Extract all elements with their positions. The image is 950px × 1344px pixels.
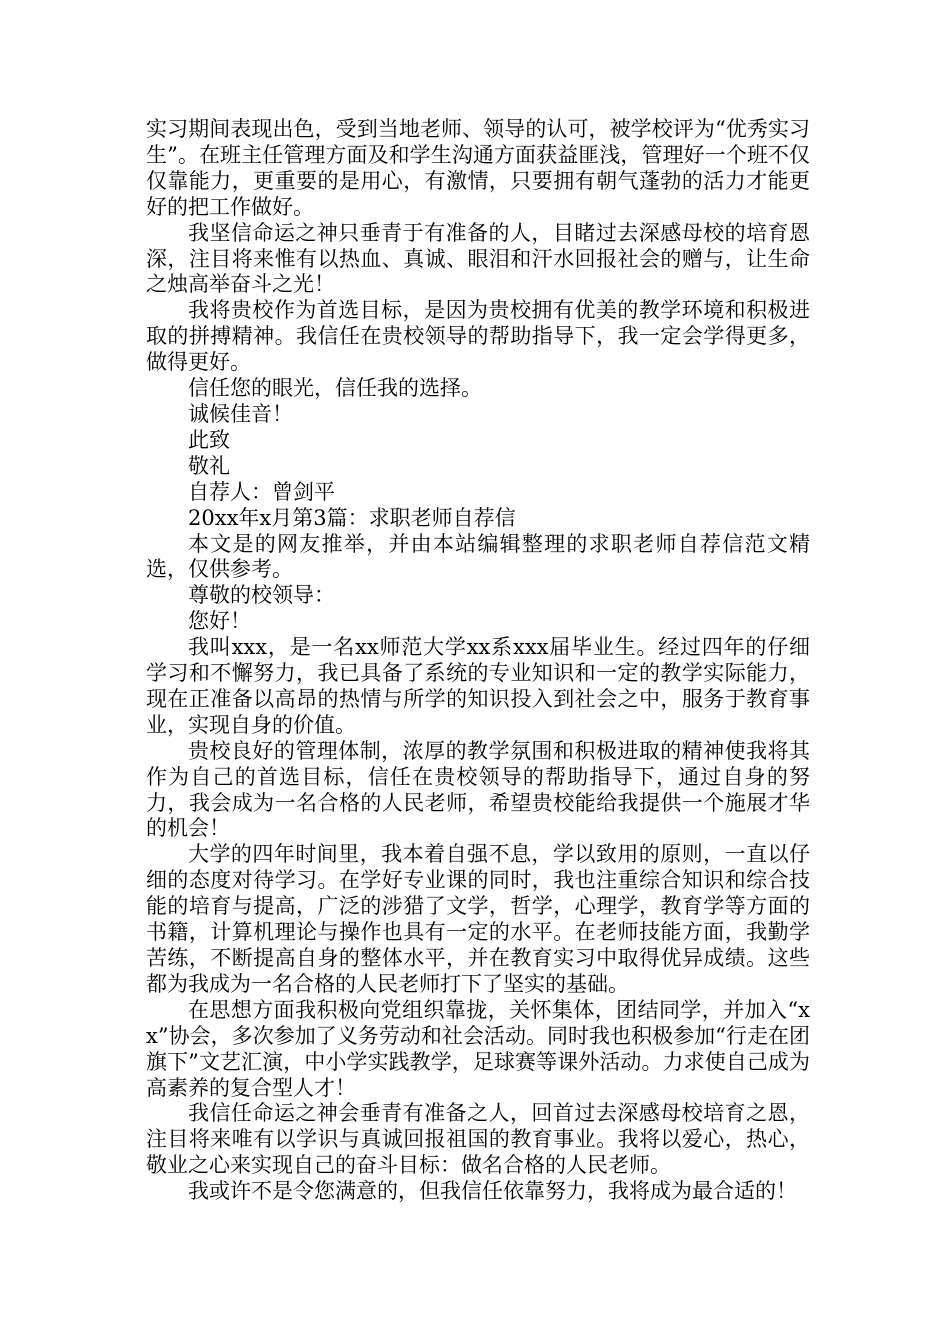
- paragraph-source-note: 本文是的网友推举，并由本站编辑整理的求职老师自荐信范文精选，仅供参考。: [146, 531, 810, 582]
- document-body: [146, 117, 810, 1205]
- paragraph-school-choice: 我将贵校作为首选目标，是因为贵校拥有优美的教学环境和积极进取的拼搏精神。我信任在贵校领导的帮助指导下，我一定会学得更多，做得更好。: [146, 298, 810, 375]
- paragraph-ideology: 在思想方面我积极向党组织靠拢，关怀集体，团结同学，并加入“xx”协会，多次参加了义务劳动和社会活动。同时我也积极参加“行走在团旗下”文艺汇演，中小学实践教学，足球赛等课外活动。力求使自己成为高素养的复合型人才！: [146, 997, 810, 1100]
- paragraph-trust-choice: 信任您的眼光，信任我的选择。: [188, 376, 482, 401]
- paragraph-internship-performance: 实习期间表现出色，受到当地老师、领导的认可，被学校评为“优秀实习生”。在班主任管理方面及和学生沟通方面获益匪浅，管理好一个班不仅仅靠能力，更重要的是用心，有激情，只要拥有朝气蓬勃的活力才能更好的把工作做好。: [146, 117, 810, 219]
- paragraph-await-reply: 诚候佳音！: [188, 401, 293, 426]
- paragraph-introduction: 我叫xxx，是一名xx师范大学xx系xxx届毕业生。经过四年的仔细学习和不懈努力，我已具备了系统的专业知识和一定的教学实际能力，现在正准备以高昂的热情与所学的知识投入到社会之中，服务于教育事业，实现自身的价值。: [146, 635, 810, 737]
- paragraph-school-management: 贵校良好的管理体制，浓厚的教学氛围和积极进取的精神使我将其作为自己的首选目标，信任在贵校领导的帮助指导下，通过自身的努力，我会成为一名合格的人民老师，希望贵校能给我提供一个施展才华的机会！: [146, 738, 810, 841]
- paragraph-conclusion: 我或许不是令您满意的，但我信任依靠努力，我将成为最合适的！: [188, 1179, 797, 1204]
- paragraph-hello: 您好！: [188, 609, 251, 634]
- paragraph-greeting: 尊敬的校领导：: [188, 583, 335, 608]
- paragraph-belief-destiny: 我坚信命运之神只垂青于有准备的人，目睹过去深感母校的培育恩深，注目将来惟有以热血、真诚、眼泪和汗水回报社会的赠与，让生命之烛高举奋斗之光！: [146, 220, 810, 297]
- paragraph-regards: 敬礼: [188, 453, 230, 478]
- paragraph-section-heading: 20xx年x月第3篇：求职老师自荐信: [188, 505, 516, 530]
- paragraph-gratitude: 我信任命运之神会垂青有准备之人，回首过去深感母校培育之恩，注目将来唯有以学识与真诚回报祖国的教育事业。我将以爱心，热心，敬业之心来实现自己的奋斗目标：做名合格的人民老师。: [146, 1101, 810, 1178]
- paragraph-signature: 自荐人：曾剑平: [188, 479, 335, 504]
- paragraph-salutation-closing: 此致: [188, 427, 230, 452]
- paragraph-university-years: 大学的四年时间里，我本着自强不息，学以致用的原则，一直以仔细的态度对待学习。在学好专业课的同时，我也注重综合知识和综合技能的培育与提高，广泛的涉猎了文学，哲学，心理学，教育学等方面的书籍，计算机理论与操作也具有一定的水平。在老师技能方面，我勤学苦练，不断提高自身的整体水平，并在教育实习中取得优异成绩。这些都为我成为一名合格的人民老师打下了坚实的基础。: [146, 842, 810, 996]
